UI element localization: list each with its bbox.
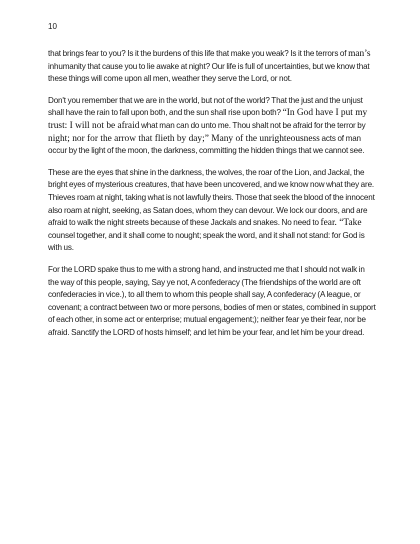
serif-run: “In God have I put my trust: I will not be afraid <box>48 108 368 131</box>
paragraph-2 <box>48 95 376 158</box>
serif-run: night; nor for the arrow that flieth by day;” Many of the unrighteousness <box>48 133 320 144</box>
text-run: counsel together, and it shall come to nought; speak the word, and it shall not stand: for God is with us. <box>48 230 365 253</box>
body-text <box>48 48 376 348</box>
text-run: inhumanity that cause you to lie awake at night? Our life is full of uncertainties, but we know that these things will come upon all men, weather they serve the Lord, or not. <box>48 61 370 84</box>
paragraph-1 <box>48 48 376 86</box>
paragraph-3 <box>48 167 376 255</box>
text-run: acts of man occur by the light of the moon, the darkness, committing the hidden things that we cannot see. <box>48 133 365 156</box>
text-run: For the LORD spake thus to me with a strong hand, and instructed me that I should not walk in the way of this people, saying, Say ye not, A confederacy (The friendships of the world are oft confederacies in vice.), to all them to whom this people shall say, A confederacy (A league, or covenant; a contract between two or more persons, bodies of men or states, combined in support of each other, in some act or enterprise; mutual engagement;); neither fear ye their fear, nor be afraid. Sanctify the LORD of hosts himself; and let him be your fear, and let him be your dread. <box>48 264 376 337</box>
text-run: what man can do unto me. Thou shalt not be afraid for the terror by <box>139 120 366 130</box>
text-run: that brings fear to you? Is it the burdens of this life that make you weak? Is it the terrors of <box>48 49 349 58</box>
serif-run: fear. “Take <box>320 218 362 229</box>
text-run: These are the eyes that shine in the darkness, the wolves, the roar of the Lion, and Jackal, the bright eyes of mysterious creatures, that have been uncovered, and we know now what they are. Thieves roam at night, taking what is not lawfully theirs. Those that seek the blood of the innocent also roam at night, seeking, as Satan does, whom they can devour. We lock our doors, and are afraid to walk the night streets because of these Jackals and snakes. No need to <box>48 167 375 228</box>
page-number: 10 <box>48 22 58 31</box>
serif-run: man’s <box>348 49 371 59</box>
text-run: Don't you remember that we are in the world, but not of the world? That the just and the unjust shall have the rain to fall upon both, and the sun shall rise upon both? <box>48 95 363 118</box>
paragraph-4 <box>48 264 376 340</box>
